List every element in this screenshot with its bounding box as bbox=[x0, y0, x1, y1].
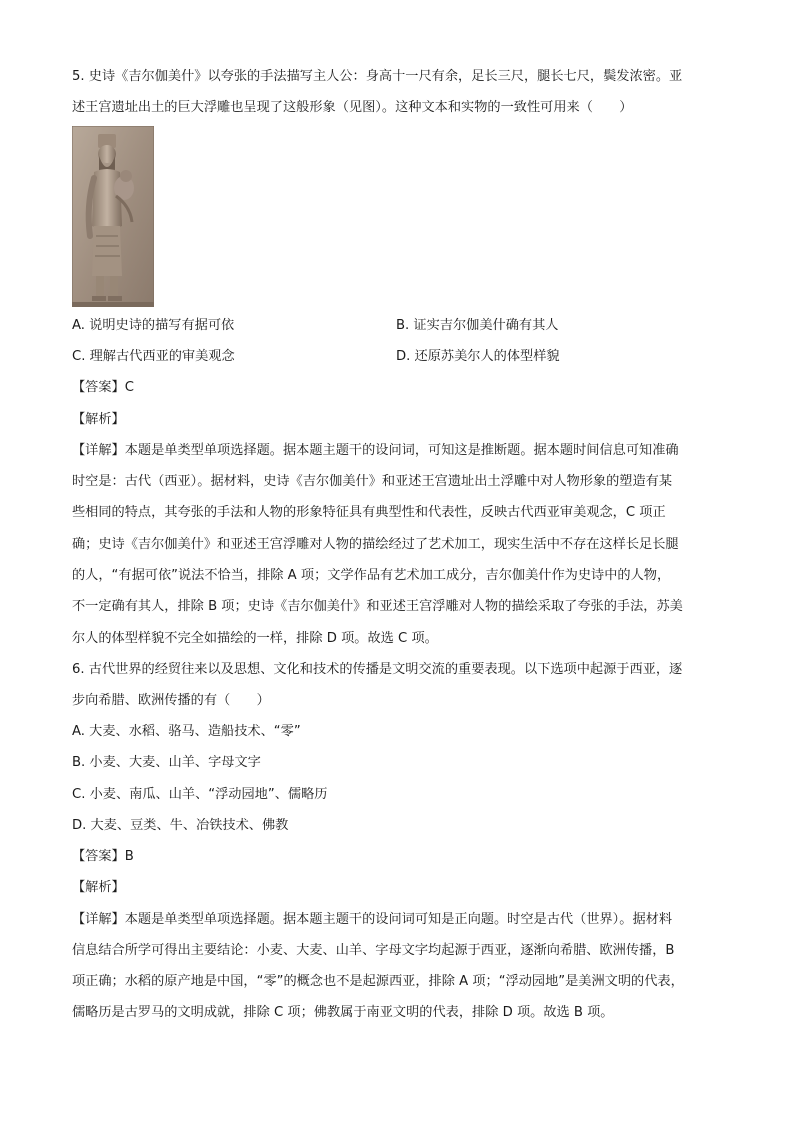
q5-analysis-label: 【解析】 bbox=[72, 412, 125, 427]
q5-option-c: C. 理解古代西亚的审美观念 bbox=[72, 349, 235, 364]
q5-detail-line: 的人，“有据可依”说法不恰当，排除 A 项；文学作品有艺术加工成分，吉尔伽美什作为史诗中的人物， bbox=[72, 568, 671, 583]
q5-option-d: D. 还原苏美尔人的体型样貌 bbox=[396, 349, 560, 364]
q6-option-b: B. 小麦、大麦、山羊、字母文字 bbox=[72, 755, 261, 770]
q6-analysis-label: 【解析】 bbox=[72, 880, 125, 895]
q5-answer: 【答案】C bbox=[72, 380, 134, 395]
q6-answer: 【答案】B bbox=[72, 849, 134, 864]
q5-detail-line: 确；史诗《吉尔伽美什》和亚述王宫浮雕对人物的描绘经过了艺术加工，现实生活中不存在这样长足长腿 bbox=[72, 537, 679, 552]
q6-option-a: A. 大麦、水稻、骆马、造船技术、“零” bbox=[72, 724, 301, 739]
assyrian-relief-image bbox=[72, 126, 154, 307]
q6-detail-line: 儒略历是古罗马的文明成就，排除 C 项；佛教属于南亚文明的代表，排除 D 项。故选 B 项。 bbox=[72, 1005, 614, 1020]
q5-detail-line: 【详解】本题是单类型单项选择题。据本题主题干的设问词，可知这是推断题。据本题时间信息可知准确 bbox=[72, 443, 679, 458]
q5-detail-line: 不一定确有其人，排除 B 项；史诗《吉尔伽美什》和亚述王宫浮雕对人物的描绘采取了夸张的手法，苏美 bbox=[72, 599, 683, 614]
q6-option-c: C. 小麦、南瓜、山羊、“浮动园地”、儒略历 bbox=[72, 787, 328, 802]
q5-detail-line: 尔人的体型样貌不完全如描绘的一样，排除 D 项。故选 C 项。 bbox=[72, 631, 438, 646]
q5-detail-line: 时空是：古代（西亚）。据材料，史诗《吉尔伽美什》和亚述王宫遗址出土浮雕中对人物形象的塑造有某 bbox=[72, 474, 673, 489]
q6-option-d: D. 大麦、豆类、牛、冶铁技术、佛教 bbox=[72, 818, 289, 833]
q6-detail-line: 信息结合所学可得出主要结论：小麦、大麦、山羊、字母文字均起源于西亚，逐渐向希腊、欧洲传播，B bbox=[72, 943, 675, 958]
q5-stem-line1: 5. 史诗《吉尔伽美什》以夸张的手法描写主人公：身高十一尺有余，足长三尺，腿长七尺，鬓发浓密。亚 bbox=[72, 69, 683, 84]
q6-stem-line1: 6. 古代世界的经贸往来以及思想、文化和技术的传播是文明交流的重要表现。以下选项中起源于西亚，逐 bbox=[72, 662, 683, 677]
q5-option-b: B. 证实吉尔伽美什确有其人 bbox=[396, 318, 559, 333]
q6-stem-line2: 步向希腊、欧洲传播的有（ ） bbox=[72, 693, 270, 708]
q5-option-a: A. 说明史诗的描写有据可依 bbox=[72, 318, 235, 333]
q5-stem-line2: 述王宫遗址出土的巨大浮雕也呈现了这般形象（见图）。这种文本和实物的一致性可用来（ ） bbox=[72, 100, 633, 115]
q6-detail-line: 【详解】本题是单类型单项选择题。据本题主题干的设问词可知是正向题。时空是古代（世界）。据材料 bbox=[72, 912, 673, 927]
q6-detail-line: 项正确；水稻的原产地是中国，“零”的概念也不是起源西亚，排除 A 项；“浮动园地”是美洲文明的代表， bbox=[72, 974, 684, 989]
q5-detail-line: 些相同的特点，其夸张的手法和人物的形象特征具有典型性和代表性，反映古代西亚审美观念，C 项正 bbox=[72, 505, 666, 520]
